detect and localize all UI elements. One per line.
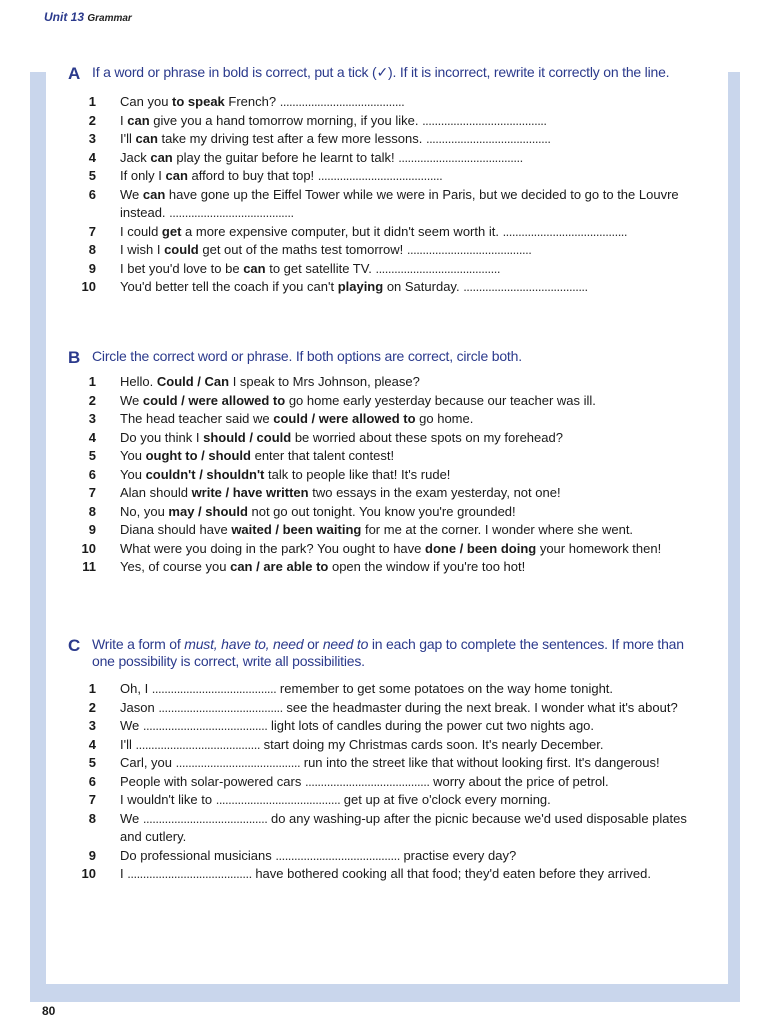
item-number: 3	[88, 411, 96, 426]
item-number: 2	[88, 112, 96, 128]
answer-blank[interactable]: ........................................	[279, 94, 405, 109]
item-text: a more expensive computer, but it didn't seem worth it.	[181, 223, 503, 239]
bold-phrase: can	[142, 186, 166, 202]
exercise-item	[66, 503, 710, 522]
answer-blank[interactable]: ........................................	[422, 112, 547, 128]
item-number: 7	[88, 223, 96, 239]
exercise-item	[66, 754, 710, 773]
exercise-item	[66, 186, 710, 223]
section-instruction: Circle the correct word or phrase. If both options are correct, circle both.	[92, 348, 522, 364]
item-text: go home.	[415, 411, 474, 426]
exercise-item	[66, 223, 710, 242]
item-number: 8	[88, 810, 96, 826]
answer-blank[interactable]: ........................................	[151, 681, 277, 696]
item-text: Jason	[120, 699, 159, 715]
answer-blank[interactable]: ........................................	[158, 699, 283, 715]
exercise-item	[66, 278, 710, 297]
answer-blank[interactable]: ........................................	[398, 149, 523, 165]
item-text: Alan should	[120, 485, 192, 500]
item-text: I bet you'd love to be	[120, 260, 244, 276]
item-text: for me at the corner. I wonder where she went.	[361, 522, 634, 537]
exercise-item	[66, 717, 710, 736]
bold-phrase: may / should	[168, 503, 248, 519]
bold-phrase: couldn't / shouldn't	[145, 466, 265, 482]
item-number: 5	[88, 755, 96, 770]
item-number: 2	[88, 699, 96, 715]
item-text: Hello.	[120, 374, 157, 389]
item-text: start doing my Christmas cards soon. It's nearly December.	[259, 736, 604, 752]
item-number: 7	[88, 792, 96, 807]
item-text: Do professional musicians	[120, 847, 276, 863]
item-text: afford to buy that top!	[187, 168, 318, 183]
item-text: You	[120, 448, 146, 463]
item-text: I speak to Mrs Johnson, please?	[229, 374, 420, 389]
answer-blank[interactable]: ........................................	[502, 223, 628, 239]
exercise-item	[66, 447, 710, 466]
section-a	[66, 64, 710, 297]
section-c-heading	[66, 636, 710, 670]
item-text: your homework then!	[536, 540, 662, 556]
section-c	[66, 636, 710, 884]
bold-phrase: can	[150, 149, 173, 165]
exercise-item	[66, 521, 710, 540]
bold-phrase: playing	[337, 279, 384, 294]
item-text: People with solar-powered cars	[120, 773, 305, 789]
item-number: 10	[81, 540, 96, 556]
item-text: have gone up the Eiffel Tower while we were in Paris, but we decided to go to the Louvre instead.	[120, 186, 679, 220]
item-text: see the headmaster during the next break. I wonder what it's about?	[282, 699, 678, 715]
item-text: practise every day?	[399, 847, 517, 863]
instruction-part: Write a form of	[92, 636, 185, 652]
item-text: play the guitar before he learnt to talk!	[172, 149, 399, 165]
bold-phrase: can	[243, 260, 266, 276]
item-text: If only I	[120, 168, 166, 183]
bold-phrase: can / are able to	[230, 559, 329, 574]
unit-header	[44, 10, 132, 24]
item-text: get up at five o'clock every morning.	[340, 792, 551, 807]
item-number: 1	[88, 374, 96, 389]
item-text: talk to people like that! It's rude!	[264, 466, 451, 482]
exercise-panel	[46, 44, 728, 984]
item-number: 9	[88, 522, 96, 537]
bold-phrase: Could / Can	[156, 374, 230, 389]
item-number: 5	[88, 448, 96, 463]
answer-blank[interactable]: ........................................	[142, 810, 268, 826]
item-text: Can you	[120, 94, 173, 109]
bold-phrase: should / could	[203, 429, 292, 445]
item-number: 9	[88, 260, 96, 276]
exercise-item	[66, 773, 710, 792]
item-text: We	[120, 392, 143, 408]
item-text: take my driving test after a few more lessons.	[157, 131, 426, 146]
item-text: open the window if you're too hot!	[328, 559, 526, 574]
bold-phrase: can	[165, 168, 188, 183]
section-b-heading	[66, 348, 710, 365]
item-number: 4	[88, 149, 96, 165]
item-text: French?	[224, 94, 280, 109]
item-number: 3	[88, 718, 96, 733]
exercise-item	[66, 112, 710, 131]
item-number: 6	[88, 466, 96, 482]
item-text: Diana should have	[120, 522, 232, 537]
item-text: No, you	[120, 503, 169, 519]
item-text: I'll	[120, 131, 136, 146]
item-text: I wouldn't like to	[120, 792, 216, 807]
instruction-part: or	[303, 636, 323, 652]
item-list	[66, 373, 710, 577]
item-text: You	[120, 466, 146, 482]
bold-phrase: can	[127, 112, 150, 128]
answer-blank[interactable]: ........................................	[304, 773, 430, 789]
answer-blank[interactable]: ........................................	[275, 847, 400, 863]
answer-blank[interactable]: ........................................	[142, 718, 268, 733]
item-number: 7	[88, 485, 96, 500]
bold-phrase: could	[164, 242, 199, 257]
item-list	[66, 93, 710, 297]
instruction-part: must, have to, need	[184, 636, 304, 652]
item-text: go home early yesterday because our teacher was ill.	[285, 392, 596, 408]
exercise-item	[66, 736, 710, 755]
exercise-item	[66, 466, 710, 485]
item-text: get out of the maths test tomorrow!	[198, 242, 407, 257]
exercise-item	[66, 791, 710, 810]
instruction-part: in each gap to complete the sentences. If more than one possibility is correct, write all possibilities.	[92, 636, 684, 669]
item-text: worry about the price of petrol.	[429, 773, 609, 789]
exercise-item	[66, 410, 710, 429]
answer-blank[interactable]: ........................................	[175, 755, 301, 770]
exercise-item	[66, 149, 710, 168]
answer-blank[interactable]: ........................................	[406, 242, 532, 257]
section-b	[66, 348, 710, 577]
item-number: 5	[88, 168, 96, 183]
item-number: 4	[88, 429, 96, 445]
item-text: be worried about these spots on my forehead?	[291, 429, 563, 445]
exercise-item	[66, 540, 710, 559]
item-text: have bothered cooking all that food; they'd eaten before they arrived.	[251, 866, 651, 881]
exercise-item	[66, 429, 710, 448]
answer-blank[interactable]: ........................................	[317, 168, 443, 183]
answer-blank[interactable]: ........................................	[425, 131, 551, 146]
item-text: The head teacher said we	[120, 411, 274, 426]
item-number: 8	[88, 503, 96, 519]
bold-phrase: write / have written	[191, 485, 309, 500]
item-number: 11	[82, 559, 96, 574]
bold-phrase: to speak	[172, 94, 225, 109]
section-letter: B	[68, 348, 81, 367]
item-text: I	[120, 866, 128, 881]
item-number: 10	[81, 866, 96, 881]
bold-phrase: ought to / should	[145, 448, 251, 463]
section-a-heading	[66, 64, 710, 81]
exercise-item	[66, 167, 710, 186]
item-text: light lots of candles during the power cut two nights ago.	[267, 718, 595, 733]
item-text: We	[120, 810, 143, 826]
item-text: to get satellite TV.	[265, 260, 376, 276]
answer-blank[interactable]: ........................................	[215, 792, 341, 807]
unit-title: Unit 13	[44, 10, 85, 24]
bold-phrase: waited / been waiting	[231, 522, 362, 537]
answer-blank[interactable]: ........................................	[169, 205, 294, 220]
item-number: 1	[88, 94, 96, 109]
answer-blank[interactable]: ........................................	[135, 736, 260, 752]
exercise-item	[66, 392, 710, 411]
exercise-item	[66, 93, 710, 112]
item-text: Carl, you	[120, 755, 176, 770]
exercise-item	[66, 865, 710, 884]
item-text: run into the street like that without looking first. It's dangerous!	[300, 755, 660, 770]
instruction-part: need to	[322, 636, 369, 652]
section-letter: A	[68, 64, 81, 83]
item-text: I wish I	[120, 242, 165, 257]
item-number: 6	[88, 186, 96, 202]
item-number: 10	[81, 279, 96, 294]
item-list	[66, 680, 710, 884]
item-text: enter that talent contest!	[250, 448, 395, 463]
item-text: do any washing-up after the picnic because we'd used disposable plates and cutlery.	[120, 810, 687, 844]
answer-blank[interactable]: ........................................	[463, 279, 588, 294]
item-text: remember to get some potatoes on the way home tonight.	[276, 681, 614, 696]
item-text: not go out tonight. You know you're grounded!	[247, 503, 516, 519]
bold-phrase: could / were allowed to	[142, 392, 286, 408]
exercise-item	[66, 699, 710, 718]
exercise-item	[66, 260, 710, 279]
item-text: give you a hand tomorrow morning, if you like.	[149, 112, 423, 128]
exercise-item	[66, 373, 710, 392]
item-number: 6	[88, 773, 96, 789]
item-number: 3	[88, 131, 96, 146]
item-text: Yes, of course you	[120, 559, 231, 574]
item-text: You'd better tell the coach if you can't	[120, 279, 338, 294]
item-number: 2	[88, 392, 96, 408]
bold-phrase: could / were allowed to	[273, 411, 416, 426]
section-instruction: If a word or phrase in bold is correct, put a tick (✓). If it is incorrect, rewrite it correctly on the line.	[92, 64, 670, 80]
item-text: I could	[120, 223, 162, 239]
item-number: 1	[88, 681, 96, 696]
item-text: on Saturday.	[383, 279, 464, 294]
exercise-item	[66, 484, 710, 503]
exercise-item	[66, 680, 710, 699]
item-text: two essays in the exam yesterday, not one!	[308, 485, 561, 500]
item-number: 8	[88, 242, 96, 257]
exercise-item	[66, 558, 710, 577]
page-number: 80	[42, 1004, 56, 1018]
item-text: We	[120, 718, 143, 733]
answer-blank[interactable]: ........................................	[127, 866, 252, 881]
section-instruction	[92, 636, 710, 670]
item-number: 9	[88, 847, 96, 863]
item-text: We	[120, 186, 143, 202]
exercise-item	[66, 130, 710, 149]
item-text: I	[120, 112, 128, 128]
unit-topic: Grammar	[87, 13, 132, 24]
answer-blank[interactable]: ........................................	[375, 260, 500, 276]
item-text: Oh, I	[120, 681, 152, 696]
item-text: Jack	[120, 149, 151, 165]
exercise-item	[66, 810, 710, 847]
bold-phrase: get	[161, 223, 182, 239]
exercise-item	[66, 241, 710, 260]
section-letter: C	[68, 636, 81, 655]
bold-phrase: done / been doing	[425, 540, 537, 556]
item-text: I'll	[120, 736, 136, 752]
item-text: What were you doing in the park? You ought to have	[120, 540, 425, 556]
exercise-item	[66, 847, 710, 866]
item-number: 4	[88, 736, 96, 752]
item-text: Do you think I	[120, 429, 204, 445]
bold-phrase: can	[135, 131, 158, 146]
